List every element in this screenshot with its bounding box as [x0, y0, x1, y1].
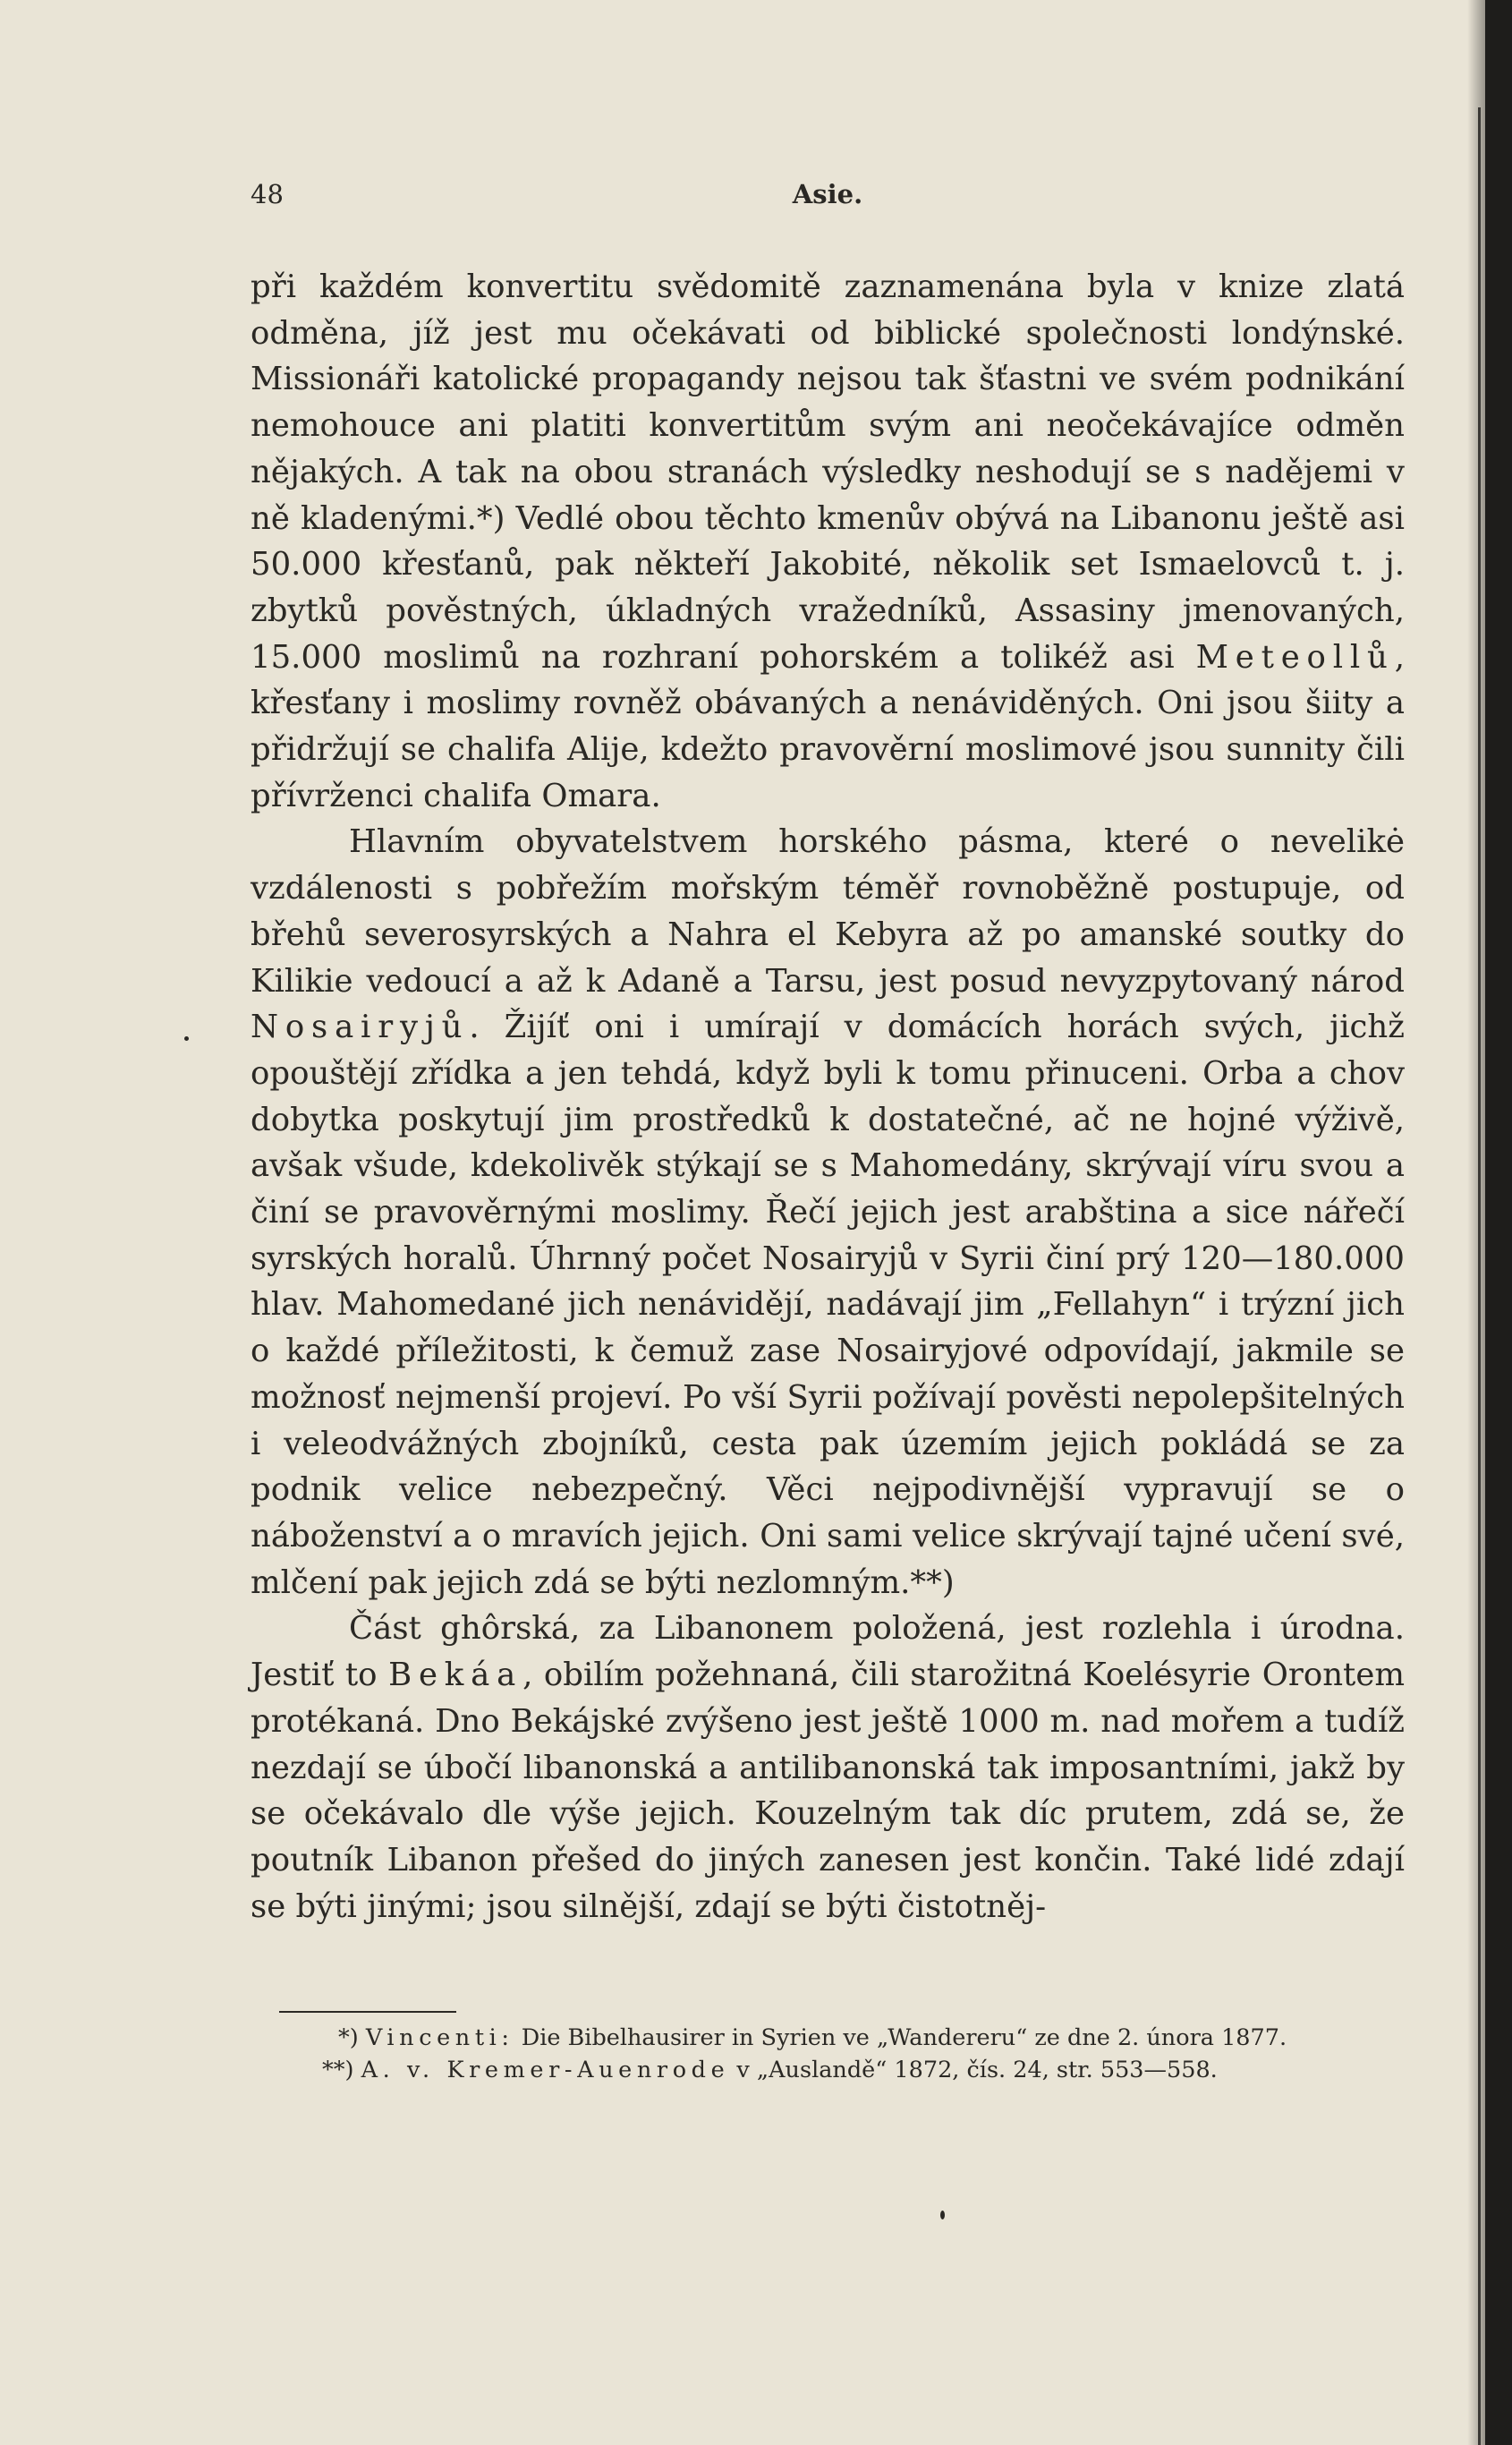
text-run: Část ghôrská, za Libanonem položená, jest rozlehla i úrodna. Jestiť to — [251, 1610, 1405, 1694]
page-edge-line — [1478, 107, 1481, 2445]
text-run: , křesťany i moslimy rovněž obávaných a nenáviděných. Oni jsou šiity a přidržují se chalifa Alije, kdežto pravověrní moslimové jsou sunnity čili přívrženci chalifa Omara. — [251, 638, 1405, 814]
text-run: Hlavním obyvatelstvem horského pásma, které o nevelikė vzdálenosti s pobřežím mořským téměř rovnoběžně postupuje, od břehů severosyrských a Nahra el Kebyra až po amanské soutky do Kilikie vedoucí a až k Adaně a Tarsu, jest posud nevyzpytovaný národ — [251, 823, 1405, 1000]
footnote — [251, 2024, 1405, 2051]
page-header — [251, 179, 1405, 218]
footnote — [251, 2057, 1405, 2083]
footnotes — [251, 2024, 1405, 2089]
body-text — [251, 264, 1405, 1930]
footnote-divider — [279, 2011, 456, 2013]
page-edge-shadow — [1467, 0, 1485, 2445]
text-run: , obilím požehnaná, čili starožitná Koelésyrie Orontem protékaná. Dno Bekájské zvýšeno jest ještě 1000 m. nad mořem a tudíž nezdají se úbočí libanonská a antilibanonská tak imposantními, jakž by se očekávalo dle výše jejich. Kouzelným tak díc prutem, zdá se, že poutník Libanon přešed do jiných zanesen jest končin. Také lidé zdají se býti jinými; jsou silnější, zdají se býti čistotněj- — [251, 1657, 1405, 1925]
footnote-text: v „Auslandě“ 1872, čís. 24, str. 553—558. — [736, 2057, 1218, 2083]
page-number: 48 — [251, 179, 284, 209]
paragraph — [251, 264, 1405, 819]
ink-speck — [940, 2211, 945, 2219]
footnote-text: Die Bibelhausirer in Syrien ve „Wandereru“ ze dne 2. února 1877. — [521, 2024, 1287, 2051]
footnote-marker: *) — [338, 2024, 359, 2051]
ink-speck — [184, 1036, 189, 1041]
text-run: při každém konvertitu svědomitě zaznamenána byla v knize zlatá odměna, jíž jest mu očekávati od biblické společnosti londýnské. Missionáři katolické propagandy nejsou tak šťastni ve svém podnikání nemohouce ani platiti konvertitům svým ani neočekávajíce odměn nějakých. A tak na obou stranách výsledky neshodují se s nadějemi v ně kladenými.*) Vedlé obou těchto kmenův obývá na Libanonu ještě asi 50.000 křesťanů, pak někteří Jakobité, několik set Ismaelovců t. j. zbytků pověstných, úkladných vražedníků, Assasiny jmenovaných, 15.000 moslimů na rozhraní pohorském a tolikéž asi — [251, 268, 1405, 676]
spaced-term: Nosairyjů — [251, 1009, 470, 1046]
footnote-author: A. v. Kremer-Auenrode — [361, 2057, 730, 2083]
footnote-marker: **) — [322, 2057, 354, 2083]
running-head: Asie. — [792, 179, 863, 209]
paragraph — [251, 819, 1405, 1606]
spaced-term: Meteollů — [1195, 638, 1395, 676]
paragraph — [251, 1606, 1405, 1930]
text-run: . Žijíť oni i umírají v domácích horách svých, jichž opouštějí zřídka a jen tehdá, když byli k tomu přinuceni. Orba a chov dobytka poskytují jim prostředků k dostatečné, ač ne hojné výživě, avšak všude, kdekolivěk stýkají se s Mahomedány, skrývají víru svou a činí se pravověrnými moslimy. Řečí jejich jest arabština a sice nářečí syrských horalů. Úhrnný počet Nosairyjů v Syrii činí prý 120—180.000 hlav. Mahomedané jich nenávidějí, nadávají jim „Fellahyn“ i trýzní jich o každé příležitosti, k čemuž zase Nosairyjové odpovídají, jakmile se možnosť nejmenší projeví. Po vší Syrii požívají pověsti nepolepšitelných i veleodvážných zbojníků, cesta pak územím jejich pokládá se za podnik velice nebezpečný. Věci nejpodivnější vypravují se o náboženství a o mravích jejich. Oni sami velice skrývají tajné učení své, mlčení pak jejich zdá se býti nezlomným.**) — [251, 1009, 1405, 1601]
spaced-term: Bekáa — [388, 1657, 523, 1694]
footnote-author: Vincenti: — [365, 2024, 514, 2051]
